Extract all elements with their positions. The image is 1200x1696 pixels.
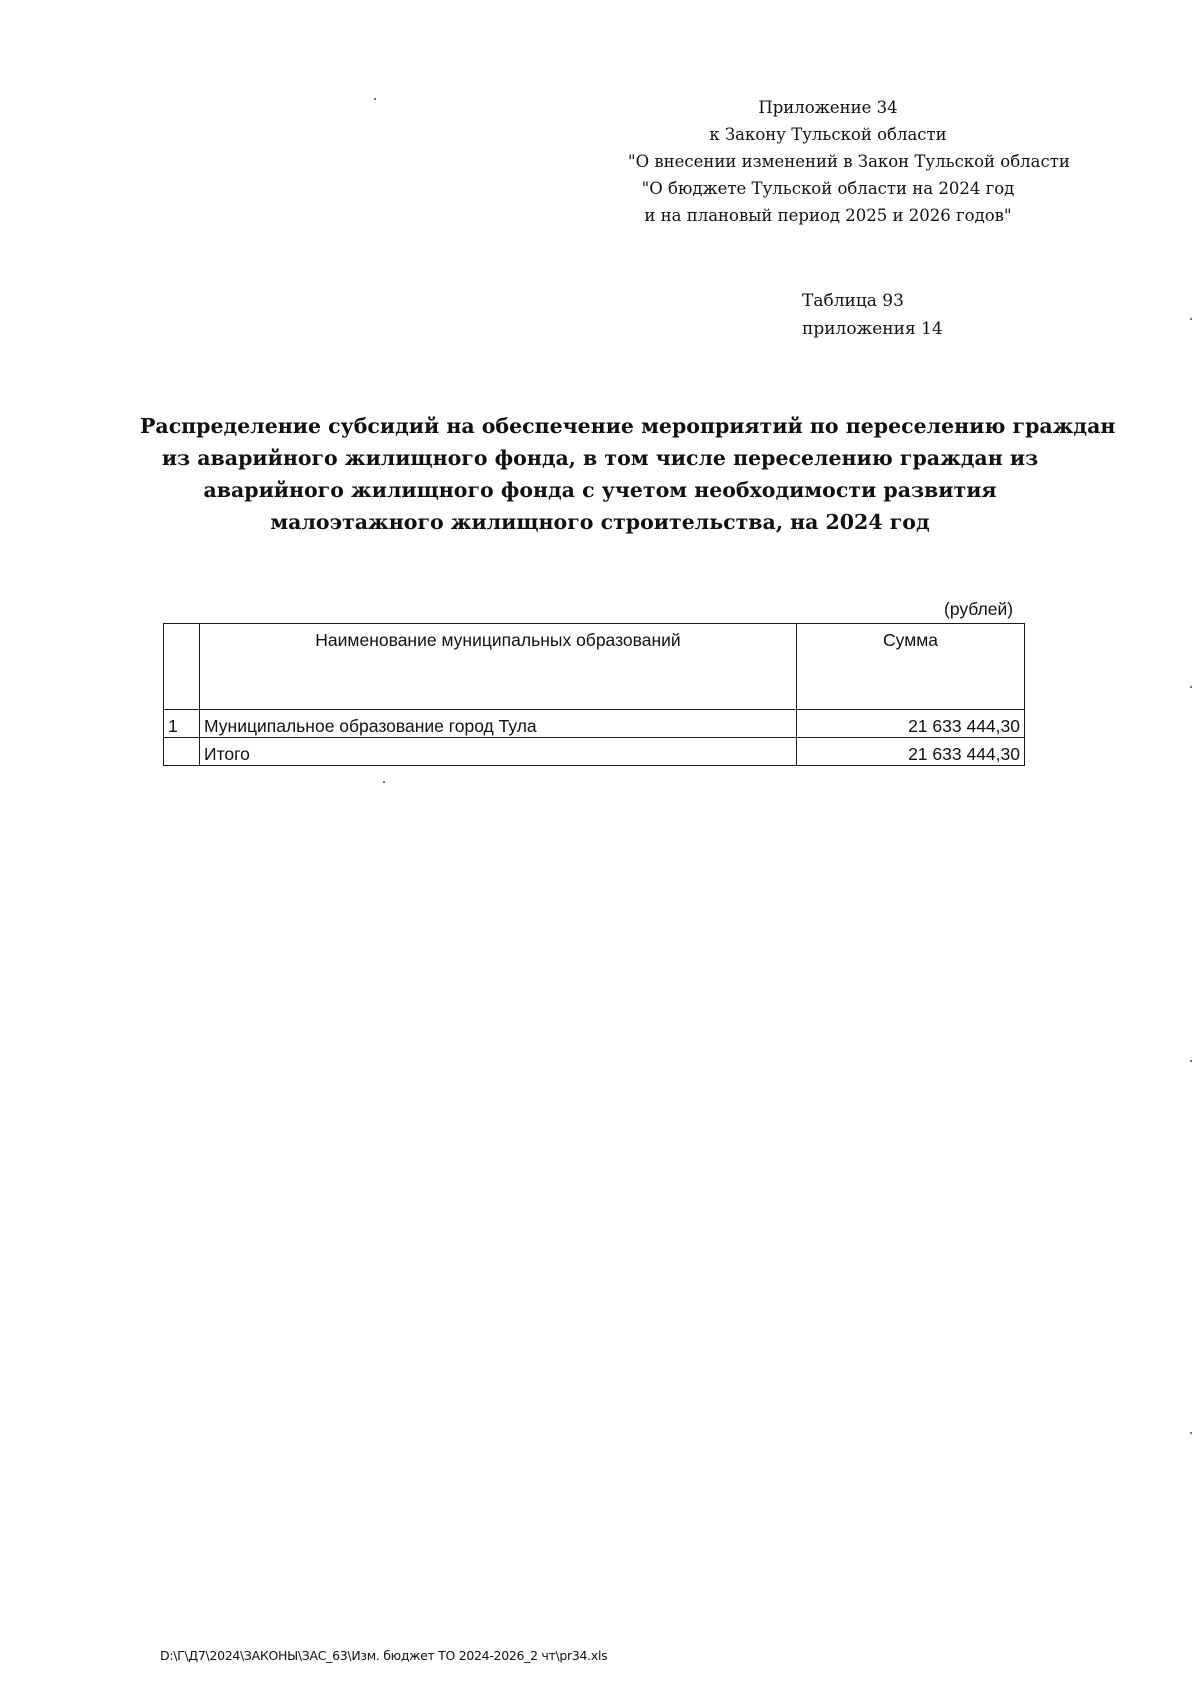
scan-speck xyxy=(383,781,385,783)
scan-speck xyxy=(374,98,376,100)
row-name: Муниципальное образование город Тула xyxy=(200,710,797,738)
table-ref-appendix: приложения 14 xyxy=(802,319,943,339)
row-number: 1 xyxy=(164,710,200,738)
appendix-header-line: "О бюджете Тульской области на 2024 год xyxy=(641,179,1015,198)
appendix-header xyxy=(628,94,1070,229)
row-number xyxy=(164,738,200,766)
table-reference xyxy=(802,287,943,343)
units-label: (рублей) xyxy=(944,599,1014,619)
header-name: Наименование муниципальных образований xyxy=(200,624,797,710)
scan-speck xyxy=(1190,318,1192,320)
document-title xyxy=(140,410,1116,538)
title-line: Распределение субсидий на обеспечение мероприятий по переселению граждан xyxy=(140,414,1116,438)
row-sum: 21 633 444,30 xyxy=(797,710,1025,738)
title-line: из аварийного жилищного фонда, в том числе переселению граждан из xyxy=(161,446,1039,470)
table-ref-number: Таблица 93 xyxy=(802,291,904,311)
table-row xyxy=(164,710,1025,738)
title-line: аварийного жилищного фонда с учетом необходимости развития xyxy=(203,478,997,502)
header-number xyxy=(164,624,200,710)
subsidy-table xyxy=(163,623,1025,766)
scan-speck xyxy=(1190,1432,1192,1434)
table-header-row xyxy=(164,624,1025,710)
scan-speck xyxy=(1190,1060,1192,1062)
appendix-header-line: и на плановый период 2025 и 2026 годов" xyxy=(644,206,1012,225)
file-path-footer: D:\Г\Д7\2024\ЗАКОНЫ\ЗАС_63\Изм. бюджет ТО 2024-2026_2 чт\pr34.xls xyxy=(160,1648,608,1663)
scan-speck xyxy=(1190,686,1192,688)
header-sum: Сумма xyxy=(797,624,1025,710)
row-sum: 21 633 444,30 xyxy=(797,738,1025,766)
appendix-header-line: Приложение 34 xyxy=(758,98,898,117)
title-line: малоэтажного жилищного строительства, на 2024 год xyxy=(270,510,930,534)
row-name: Итого xyxy=(200,738,797,766)
table-total-row xyxy=(164,738,1025,766)
appendix-header-line: "О внесении изменений в Закон Тульской области xyxy=(628,152,1070,171)
appendix-header-line: к Закону Тульской области xyxy=(709,125,947,144)
